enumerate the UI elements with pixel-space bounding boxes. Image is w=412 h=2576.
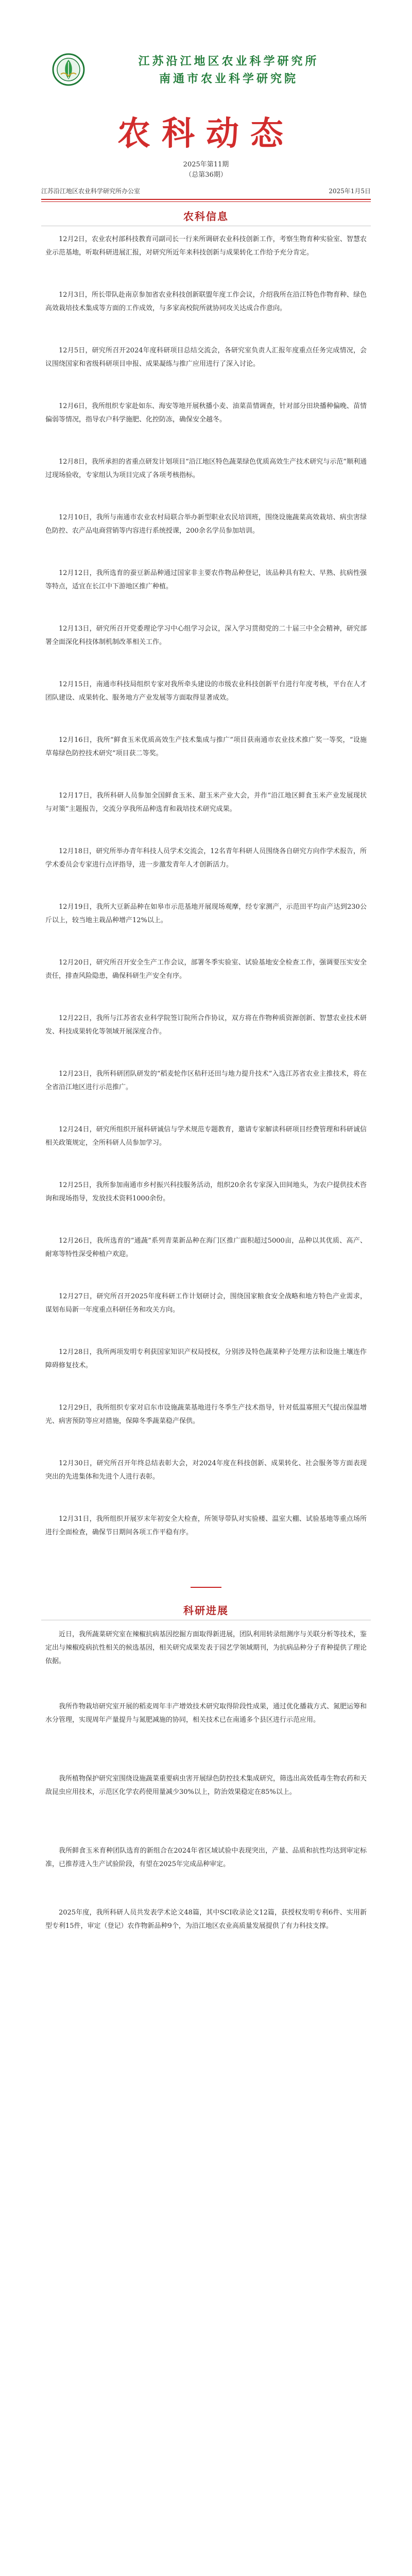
section-separator	[191, 1587, 221, 1588]
total-issue-number: （总第36期）	[185, 171, 227, 179]
section-title-progress: 科研进展	[183, 1604, 229, 1617]
issue-number: 2025年第11期	[183, 161, 229, 168]
news-item: 12月10日，我所与南通市农业农村局联合举办新型职业农民培训班，围绕设施蔬菜高效栽培、病虫害绿色防控、农产品电商营销等内容进行系统授课，200余名学员参加培训。	[45, 514, 367, 535]
news-item: 12月22日，我所与江苏省农业科学院签订院所合作协议，双方将在作物种质资源创新、智慧农业技术研发、科技成果转化等领域开展深度合作。	[45, 1014, 367, 1036]
editor-office: 江苏沿江地区农业科学研究所办公室	[41, 188, 141, 195]
news-item: 12月12日，我所选育的蚕豆新品种通过国家非主要农作物品种登记，该品种具有粒大、早熟、抗病性强等特点，适宜在长江中下游地区推广种植。	[45, 569, 367, 590]
news-item: 12月8日，我所承担的省重点研发计划项目“沿江地区特色蔬菜绿色优质高效生产技术研究与示范”顺利通过现场验收，专家组认为项目完成了各项考核指标。	[45, 458, 367, 479]
news-item: 12月5日，研究所召开2024年度科研项目总结交流会，各研究室负责人汇报年度重点任务完成情况，会议围绕国家和省级科研项目申报、成果凝练与推广应用进行了深入讨论。	[45, 347, 367, 368]
section-title-news: 农科信息	[183, 210, 229, 223]
org-name-secondary: 南通市农业科学研究院	[159, 72, 298, 86]
news-item: 12月26日，我所选育的“通蔬”系列青菜新品种在海门区推广面积超过5000亩，品种以其优质、高产、耐寒等特性深受种植户欢迎。	[45, 1237, 367, 1258]
news-item: 12月19日，我所大豆新品种在如皋市示范基地开展现场观摩，经专家测产，示范田平均亩产达到230公斤以上，较当地主栽品种增产12%以上。	[45, 903, 367, 924]
progress-item: 近日，我所蔬菜研究室在辣椒抗病基因挖掘方面取得新进展，团队利用转录组测序与关联分析等技术，鉴定出与辣椒疫病抗性相关的候选基因，相关研究成果发表于园艺学领域期刊，为抗病品种分子育种提供了理论依据。	[45, 1631, 367, 1665]
news-item: 12月17日，我所科研人员参加全国鲜食玉米、甜玉米产业大会，并作“沿江地区鲜食玉米产业发展现状与对策”主题报告，交流分享我所品种选育和栽培技术研究成果。	[45, 792, 367, 813]
news-item: 12月15日，南通市科技局组织专家对我所牵头建设的市级农业科技创新平台进行年度考核，平台在人才团队建设、成果转化、服务地方产业发展等方面取得显著成效。	[45, 681, 367, 702]
progress-item: 我所作物栽培研究室开展的稻麦周年丰产增效技术研究取得阶段性成果，通过优化播栽方式、氮肥运筹和水分管理，实现周年产量提升与氮肥减施的协同，相关技术已在南通多个县区进行示范应用。	[45, 1703, 367, 1724]
news-item: 12月13日，研究所召开党委理论学习中心组学习会议，深入学习贯彻党的二十届三中全会精神，研究部署全面深化科技体制机制改革相关工作。	[45, 625, 367, 646]
progress-item: 2025年度，我所科研人员共发表学术论文48篇，其中SCI收录论文12篇，获授权发明专利6件、实用新型专利15件，审定（登记）农作物新品种9个，为沿江地区农业高质量发展提供了有力科技支撑。	[45, 1909, 367, 1930]
news-item: 12月6日，我所组织专家赴如东、海安等地开展秋播小麦、油菜苗情调查，针对部分田块播种偏晚、苗情偏弱等情况，指导农户科学施肥、化控防冻，确保安全越冬。	[45, 402, 367, 423]
org-name-primary: 江苏沿江地区农业科学研究所	[138, 55, 319, 68]
news-item: 12月20日，研究所召开安全生产工作会议，部署冬季实验室、试验基地安全检查工作，强调要压实安全责任，排查风险隐患，确保科研生产安全有序。	[45, 959, 367, 980]
news-item: 12月3日，所长带队赴南京参加省农业科技创新联盟年度工作会议，介绍我所在沿江特色作物育种、绿色高效栽培技术集成等方面的工作成效，与多家高校院所就协同攻关达成合作意向。	[45, 291, 367, 312]
news-item: 12月24日，研究所组织开展科研诚信与学术规范专题教育，邀请专家解读科研项目经费管理和科研诚信相关政策规定，全所科研人员参加学习。	[45, 1126, 367, 1147]
publication-title: 农科动态	[117, 114, 295, 153]
news-item: 12月23日，我所科研团队研发的“稻麦轮作区秸秆还田与地力提升技术”入选江苏省农业主推技术，将在全省沿江地区进行示范推广。	[45, 1070, 367, 1091]
header-divider	[41, 199, 371, 200]
institute-logo-icon	[52, 53, 85, 87]
news-item: 12月2日，农业农村部科技教育司副司长一行来所调研农业科技创新工作，考察生物育种实验室、智慧农业示范基地，听取科研进展汇报，对研究所近年来科技创新与成果转化工作给予充分肯定。	[45, 235, 367, 257]
header-divider-thin	[41, 201, 371, 202]
news-item: 12月18日，研究所举办青年科技人员学术交流会，12名青年科研人员围绕各自研究方向作学术报告，所学术委员会专家进行点评指导，进一步激发青年人才创新活力。	[45, 848, 367, 869]
news-item: 12月29日，我所组织专家对启东市设施蔬菜基地进行冬季生产技术指导，针对低温寡照天气提出保温增光、病害预防等应对措施，保障冬季蔬菜稳产保供。	[45, 1404, 367, 1425]
news-item: 12月28日，我所两项发明专利获国家知识产权局授权，分别涉及特色蔬菜种子处理方法和设施土壤连作障碍修复技术。	[45, 1348, 367, 1369]
masthead	[31, 47, 381, 114]
progress-item: 我所鲜食玉米育种团队选育的新组合在2024年省区域试验中表现突出，产量、品质和抗性均达到审定标准，已推荐进入生产试验阶段，有望在2025年完成品种审定。	[45, 1847, 367, 1868]
progress-item: 我所植物保护研究室围绕设施蔬菜重要病虫害开展绿色防控技术集成研究，筛选出高效低毒生物农药和天敌昆虫应用技术，示范区化学农药使用量减少30%以上，防治效果稳定在85%以上。	[45, 1775, 367, 1796]
news-item: 12月30日，研究所召开年终总结表彰大会，对2024年度在科技创新、成果转化、社会服务等方面表现突出的先进集体和先进个人进行表彰。	[45, 1460, 367, 1481]
news-item: 12月27日，研究所召开2025年度科研工作计划研讨会，围绕国家粮食安全战略和地方特色产业需求，谋划布局新一年度重点科研任务和攻关方向。	[45, 1293, 367, 1314]
news-item: 12月16日，我所“鲜食玉米优质高效生产技术集成与推广”项目获南通市农业技术推广奖一等奖，“设施草莓绿色防控技术研究”项目获二等奖。	[45, 736, 367, 757]
news-item: 12月31日，我所组织开展岁末年初安全大检查，所领导带队对实验楼、温室大棚、试验基地等重点场所进行全面检查，确保节日期间各项工作平稳有序。	[45, 1515, 367, 1536]
editor-bar	[41, 185, 371, 198]
issue-date: 2025年1月5日	[329, 188, 371, 195]
news-item: 12月25日，我所参加南通市乡村振兴科技服务活动，组织20余名专家深入田间地头，为农户提供技术咨询和现场指导，发放技术资料1000余份。	[45, 1181, 367, 1202]
